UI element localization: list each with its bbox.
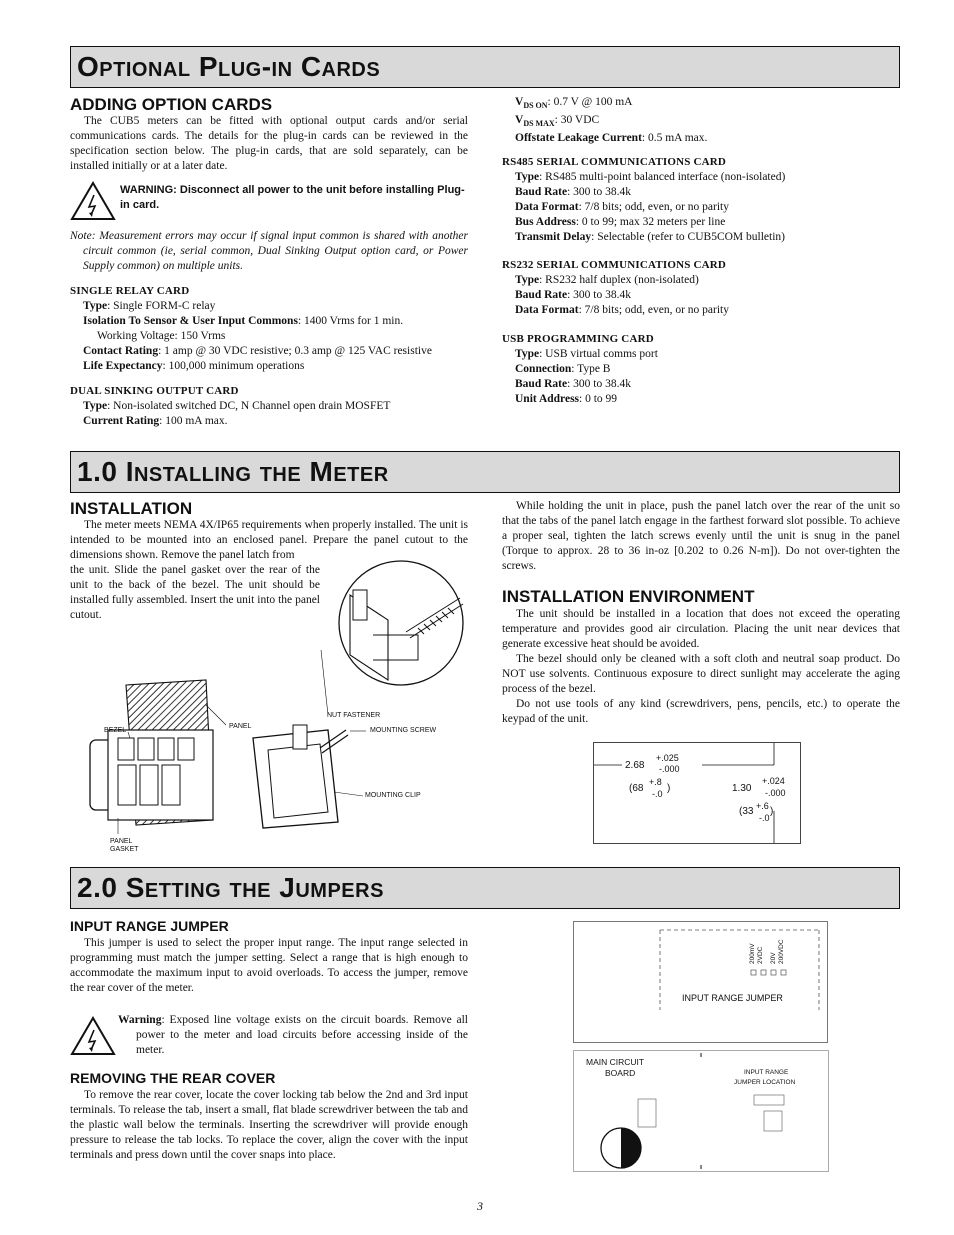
adding-column — [70, 114, 468, 174]
note-label: Note — [70, 230, 92, 242]
spec-value: : 300 to 38.4k — [567, 186, 631, 198]
spec-label-sub: DS ON — [523, 101, 548, 110]
spec-value: : 0.5 mA max. — [641, 132, 708, 144]
environment-paragraph-3: Do not use tools of any kind (screwdrivers, pens, pencils, etc.) to operate the keypad of the unit. — [502, 698, 900, 725]
environment-block — [502, 607, 900, 727]
rear-cover-paragraph: To remove the rear cover, locate the cover locking tab below the 2nd and 3rd input terminals. To release the tab, insert a small, flat blade screwdriver between the tab and the plastic wall below the terminals. Inserting the screwdriver will provide enough pressure to release the tab locks. To replace the cover, align the cover with the input terminals and press down until the cover snaps into place. — [70, 1089, 468, 1161]
spec-value: : 0 to 99 — [579, 393, 618, 405]
adding-warning-text: WARNING: Disconnect all power to the unit before installing Plug-in card. — [120, 184, 465, 211]
spec-label: Type — [515, 348, 540, 360]
spec-value: : Type B — [571, 363, 611, 375]
section-title: 2.0 Setting the Jumpers — [77, 872, 384, 903]
installation-para-top — [70, 518, 468, 563]
height-tol-minus: -.000 — [765, 788, 786, 798]
spec-label: V — [515, 114, 524, 126]
height-mm-close: ) — [770, 806, 774, 817]
spec-label: Baud Rate — [515, 289, 568, 301]
dual-sinking-cont — [502, 95, 902, 146]
range-label-200vdc: 200VDC — [778, 939, 785, 964]
spec-label: Data Format — [515, 201, 579, 213]
jumper-warning-label: Warning — [118, 1014, 162, 1026]
width-tol-minus: -.000 — [659, 764, 680, 774]
spec-value: : 7/8 bits; odd, even, or no parity — [578, 201, 730, 213]
spec-label: Unit Address — [515, 393, 580, 405]
environment-paragraph-2: The bezel should only be cleaned with a soft cloth and neutral soap product. Do NOT use solvents. Continuous exposure to direct sunlight may accelerate the aging process of the bezel. — [502, 653, 900, 695]
spec-value: : 0 to 99; max 32 meters per line — [575, 216, 726, 228]
adding-note — [70, 229, 468, 274]
jumper-block — [70, 936, 468, 996]
spec-value: : 300 to 38.4k — [567, 289, 631, 301]
rear-cover-heading: REMOVING THE REAR COVER — [70, 1070, 276, 1086]
rs232-title: RS232 SERIAL COMMUNICATIONS CARD — [502, 259, 727, 271]
warning-triangle-icon — [70, 181, 116, 221]
dual-sinking-block — [70, 384, 470, 429]
single-relay-title: SINGLE RELAY CARD — [70, 285, 190, 297]
spec-value: : Selectable (refer to CUB5COM bulletin) — [591, 231, 785, 243]
spec-label: Transmit Delay — [515, 231, 592, 243]
spec-label-sub: DS MAX — [523, 119, 555, 128]
spec-label: Type — [83, 400, 108, 412]
installation-para-right — [502, 499, 900, 574]
panel-cutout-diagram — [593, 742, 801, 844]
section-banner-installing — [70, 451, 900, 493]
nut-fastener-label: NUT FASTENER — [327, 712, 381, 719]
spec-value: : 30 VDC — [554, 114, 600, 126]
spec-label: Data Format — [515, 304, 579, 316]
single-relay-block — [70, 284, 470, 374]
input-range-jumper-label: INPUT RANGE JUMPER — [682, 993, 783, 1003]
width-mm: (68 — [629, 783, 644, 794]
installation-paragraph-cont: the unit. Slide the panel gasket over the rear of the unit to the back of the bezel. The unit should be installed fully assembled. Insert the unit into the panel cutout. — [70, 564, 320, 621]
warning-triangle-icon — [70, 1016, 116, 1056]
panel-label: PANEL — [229, 723, 252, 730]
spec-label: Isolation To Sensor & User Input Commons — [83, 315, 298, 327]
rear-cover-block — [70, 1088, 468, 1163]
section-title: Optional Plug-in Cards — [77, 51, 381, 82]
spec-value: : 100,000 minimum operations — [162, 360, 305, 372]
spec-value: : RS485 multi-point balanced interface (non-isolated) — [539, 171, 786, 183]
bezel-label: BEZEL — [104, 727, 127, 734]
section-banner-optional-cards — [70, 46, 900, 88]
width-dim: 2.68 — [625, 760, 645, 771]
spec-label: Type — [515, 171, 540, 183]
width-mm-minus: -.0 — [652, 789, 663, 799]
width-tol-plus: +.025 — [656, 753, 679, 763]
mounting-clip-label: MOUNTING CLIP — [365, 792, 421, 799]
range-label-20v: 20V — [770, 952, 777, 964]
width-mm-close: ) — [667, 783, 671, 794]
adding-heading: ADDING OPTION CARDS — [70, 95, 273, 114]
installation-paragraph: The meter meets NEMA 4X/IP65 requirements when properly installed. The unit is intended to be mounted into an enclosed panel. Prepare the panel cutout to the dimensions shown. Remove the panel latch from — [70, 519, 468, 561]
spec-value: : 1400 Vrms for 1 min. — [297, 315, 404, 327]
jumper-heading: INPUT RANGE JUMPER — [70, 918, 229, 934]
adding-paragraph: The CUB5 meters can be fitted with optional output cards and/or serial communications cards. The details for the plug-in cards can be reviewed in the specification section below. The plug-in cards, that are sold separately, can be installed initially or at a later date. — [70, 115, 468, 172]
jumper-warning-text: : Exposed line voltage exists on the circuit boards. Remove all power to the meter and load circuits before accessing inside of the meter. — [136, 1014, 468, 1056]
main-board-label-1: MAIN CIRCUIT — [586, 1057, 645, 1067]
gasket-label-line2: GASKET — [110, 846, 139, 853]
height-mm-minus: -.0 — [759, 813, 770, 823]
installation-paragraph-2: While holding the unit in place, push the panel latch over the rear of the unit so that the tabs of the panel latch engage in the farthest forward slot possible. To achieve a proper seal, tighten the latch screws evenly until the unit is snug in the panel (Torque to approx. 28 to 36 in-oz [0.202 to 0.26 N-m]). Do not over-tighten the screws. — [502, 500, 900, 572]
spec-value: Working Voltage: 150 Vrms — [97, 330, 226, 342]
jumper-paragraph: This jumper is used to select the proper input range. The input range selected in programming must match the jumper setting. Select a range that is high enough to accommodate the maximum input to avoid overloads. To access the jumper, remove the rear cover of the meter. — [70, 937, 468, 994]
spec-value: : USB virtual comms port — [539, 348, 658, 360]
adding-warning — [120, 183, 470, 213]
main-board-label-2: BOARD — [605, 1068, 636, 1078]
usb-title: USB PROGRAMMING CARD — [502, 333, 654, 345]
note-text: : Measurement errors may occur if signal input common is shared with another circuit common (ie, serial common, Dual Sinking Output option card, or Power Supply common) on multiple units. — [83, 230, 468, 272]
installation-figure — [88, 560, 468, 860]
height-mm-plus: +.6 — [756, 801, 769, 811]
spec-label: Current Rating — [83, 415, 160, 427]
spec-label: Type — [515, 274, 540, 286]
spec-value: : 7/8 bits; odd, even, or no parity — [578, 304, 730, 316]
spec-label: Type — [83, 300, 108, 312]
dual-sinking-title: DUAL SINKING OUTPUT CARD — [70, 385, 239, 397]
panel-gasket-label-2 — [110, 846, 138, 853]
spec-value: : 100 mA max. — [159, 415, 228, 427]
gasket-label-line1: PANEL — [110, 838, 133, 845]
page-number: 3 — [477, 1199, 483, 1213]
jumper-warning — [118, 1013, 468, 1058]
spec-label: Baud Rate — [515, 186, 568, 198]
environment-heading: INSTALLATION ENVIRONMENT — [502, 587, 755, 606]
spec-value: : Non-isolated switched DC, N Channel open drain MOSFET — [107, 400, 391, 412]
section-title: 1.0 Installing the Meter — [77, 456, 389, 487]
main-board-figure — [573, 1050, 829, 1172]
panel-gasket-label — [110, 838, 132, 845]
jumper-location-label-1: INPUT RANGE — [744, 1069, 789, 1076]
range-label-2vdc: 2VDC — [757, 946, 764, 964]
input-range-jumper-figure — [573, 921, 828, 1043]
spec-label: Life Expectancy — [83, 360, 163, 372]
height-mm: (33 — [739, 806, 754, 817]
installation-heading: INSTALLATION — [70, 499, 193, 518]
spec-value: : Single FORM-C relay — [107, 300, 216, 312]
rs485-title: RS485 SERIAL COMMUNICATIONS CARD — [502, 156, 727, 168]
height-dim: 1.30 — [732, 783, 752, 794]
environment-paragraph-1: The unit should be installed in a location that does not exceed the operating temperature and provides good air circulation. Placing the unit near devices that generate excessive heat should be avoided. — [502, 608, 900, 650]
spec-value: : 0.7 V @ 100 mA — [547, 96, 633, 108]
rs485-block — [502, 155, 902, 245]
height-tol-plus: +.024 — [762, 776, 785, 786]
spec-value: : RS232 half duplex (non-isolated) — [539, 274, 699, 286]
width-mm-plus: +.8 — [649, 777, 662, 787]
spec-value: : 1 amp @ 30 VDC resistive; 0.3 amp @ 125 VAC resistive — [158, 345, 432, 357]
usb-block — [502, 332, 902, 407]
spec-label: Offstate Leakage Current — [515, 132, 642, 144]
jumper-location-label-2: JUMPER LOCATION — [734, 1079, 796, 1086]
rs232-block — [502, 258, 902, 318]
mounting-screw-label: MOUNTING SCREW — [370, 727, 437, 734]
spec-label: Baud Rate — [515, 378, 568, 390]
range-label-200mv: 200mV — [749, 943, 756, 964]
spec-value: : 300 to 38.4k — [567, 378, 631, 390]
spec-label: Contact Rating — [83, 345, 159, 357]
spec-label: Bus Address — [515, 216, 576, 228]
spec-label: V — [515, 96, 524, 108]
spec-label: Connection — [515, 363, 572, 375]
section-banner-jumpers — [70, 867, 900, 909]
